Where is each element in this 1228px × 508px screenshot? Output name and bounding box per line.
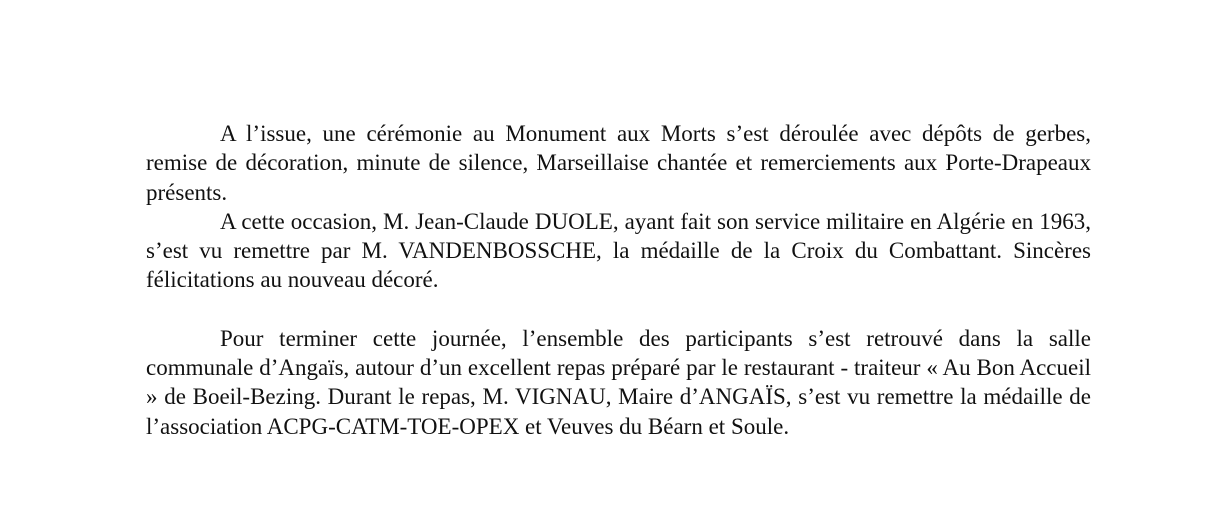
- paragraph-meal: Pour terminer cette journée, l’ensemble des participants s’est retrouvé dans la salle communale d’Angaïs, autour d’un excellent repas préparé par le restaurant - traiteur « Au Bon Accueil » de Boeil-Bezing. Durant le repas, M. VIGNAU, Maire d’ANGAÏS, s’est vu remettre la médaille de l’association ACPG-CATM-TOE-OPEX et Veuves du Béarn et Soule.: [146, 325, 1091, 439]
- paragraph-ceremony: A l’issue, une cérémonie au Monument aux Morts s’est déroulée avec dépôts de gerbes, remise de décoration, minute de silence, Marseillaise chantée et remerciements aux Porte-Drapeaux présents.: [146, 121, 1091, 205]
- paragraph-spacer: [146, 295, 1091, 324]
- document-body: [146, 119, 1091, 441]
- paragraph-medal-award: A cette occasion, M. Jean-Claude DUOLE, ayant fait son service militaire en Algérie en 1963, s’est vu remettre par M. VANDENBOSSCHE, la médaille de la Croix du Combattant. Sincères félicitations au nouveau décoré.: [146, 208, 1091, 293]
